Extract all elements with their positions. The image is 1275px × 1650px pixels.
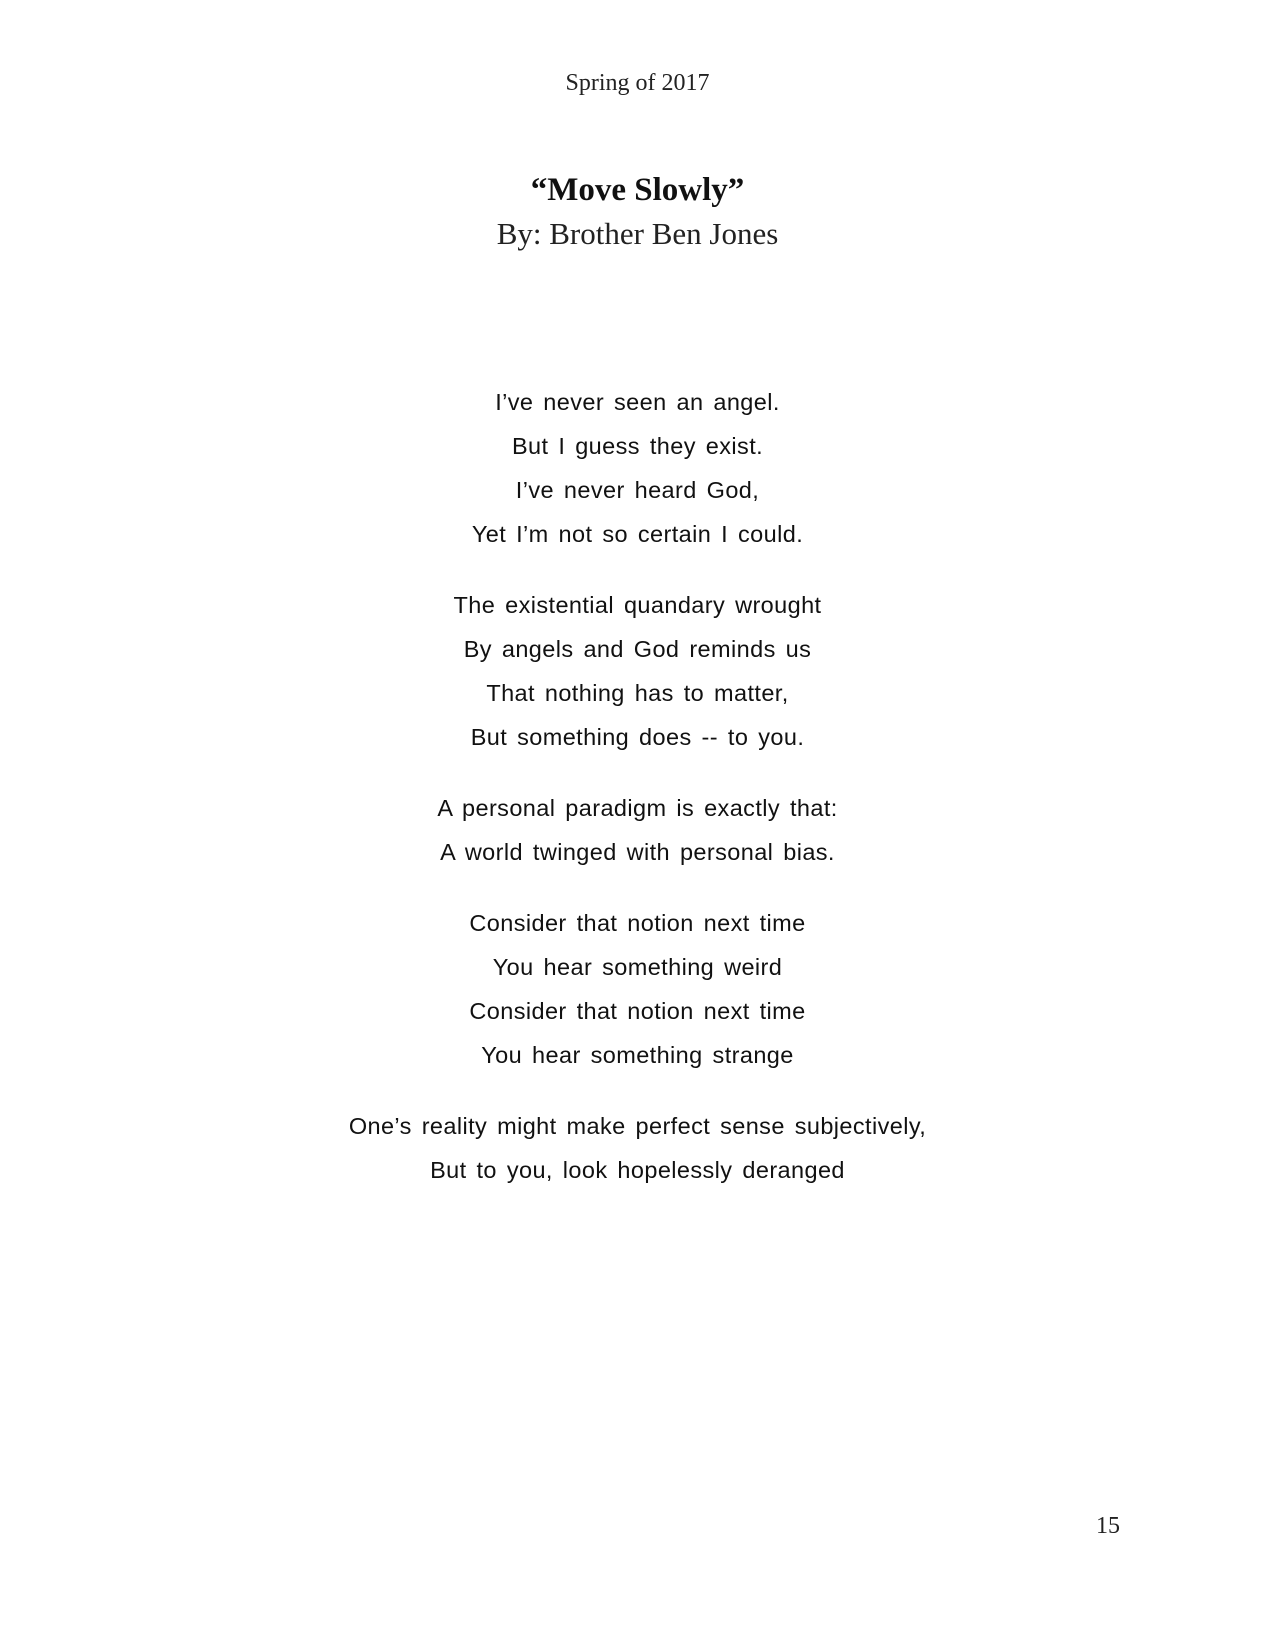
poem-line: Consider that notion next time bbox=[469, 910, 806, 936]
poem-line: One’s reality might make perfect sense subjectively, bbox=[348, 1113, 927, 1139]
poem-line: A personal paradigm is exactly that: bbox=[437, 795, 838, 821]
stanza-2 bbox=[0, 583, 1275, 759]
stanza-3 bbox=[0, 786, 1275, 874]
page-number: 15 bbox=[1096, 1513, 1120, 1539]
poem-line: But I guess they exist. bbox=[511, 433, 764, 459]
poem-line: Yet I’m not so certain I could. bbox=[471, 521, 804, 547]
stanza-1 bbox=[0, 380, 1275, 556]
poem-line: The existential quandary wrought bbox=[453, 592, 822, 618]
stanza-5 bbox=[0, 1104, 1275, 1192]
poem-byline: By: Brother Ben Jones bbox=[496, 216, 779, 251]
poem-line: You hear something strange bbox=[481, 1042, 794, 1068]
running-header: Spring of 2017 bbox=[565, 70, 710, 96]
stanza-4 bbox=[0, 901, 1275, 1077]
poem-line: By angels and God reminds us bbox=[463, 636, 812, 662]
poem-line: But to you, look hopelessly deranged bbox=[430, 1157, 845, 1183]
poem-line: But something does -- to you. bbox=[470, 724, 805, 750]
poem-title: “Move Slowly” bbox=[530, 172, 745, 208]
poem-line: Consider that notion next time bbox=[469, 998, 806, 1024]
poem-body bbox=[0, 380, 1275, 1219]
poem-line: I’ve never heard God, bbox=[515, 477, 760, 503]
poem-line: That nothing has to matter, bbox=[486, 680, 789, 706]
poem-line: I’ve never seen an angel. bbox=[495, 389, 780, 415]
poem-line: A world twinged with personal bias. bbox=[440, 839, 835, 865]
poem-line: You hear something weird bbox=[492, 954, 783, 980]
